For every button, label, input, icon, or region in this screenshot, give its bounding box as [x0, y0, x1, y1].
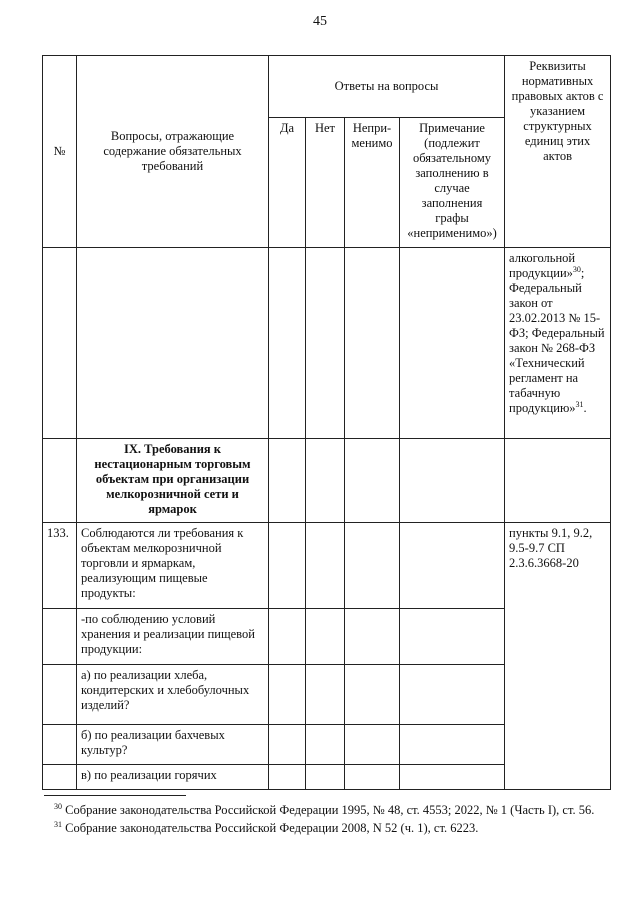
header-requisites: Реквизиты нормативных правовых актов с указанием структурных единиц этих актов [505, 56, 611, 248]
header-no: Нет [306, 118, 345, 248]
row-requisites: пункты 9.1, 9.2, 9.5-9.7 СП 2.3.6.3668-20 [505, 523, 611, 790]
requisites-cell: алкогольной продукции»$^{30}$; Федеральный закон от 23.02.2013 № 15-ФЗ; Федеральный закон № 268-ФЗ «Технический регламент на табачную продукцию»$^{31}$. [505, 248, 611, 439]
header-not-applicable: Непри-менимо [345, 118, 400, 248]
subrow-question: а) по реализации хлеба, кондитерских и хлебобулочных изделий? [77, 665, 269, 725]
footnote-divider [44, 795, 186, 796]
subrow-question: в) по реализации горячих [77, 765, 269, 790]
footnote: $^{31}$ Собрание законодательства Российской Федерации 2008, N 52 (ч. 1), ст. 6223. [54, 819, 479, 835]
header-questions: Вопросы, отражающие содержание обязательных требований [77, 56, 269, 248]
footnotes [44, 802, 610, 838]
section-title: IX. Требования к нестационарным торговым объектам при организации мелкорозничной сети и ярмарок [77, 439, 269, 523]
checklist-table [42, 55, 611, 790]
subrow-question: б) по реализации бахчевых культур? [77, 725, 269, 765]
footnote: $^{30}$ Собрание законодательства Российской Федерации 1995, № 48, ст. 4553; 2022, № 1 (Часть I), ст. 56. [54, 801, 595, 817]
section-row [43, 439, 611, 523]
header-num: № [43, 56, 77, 248]
header-note: Примечание (подлежит обязательному заполнению в случае заполнения графы «неприменимо») [400, 118, 505, 248]
header-answers: Ответы на вопросы [269, 56, 505, 118]
row-number: 133. [43, 523, 77, 609]
table-row [43, 523, 611, 609]
page-number: 45 [313, 14, 327, 29]
table-row [43, 248, 611, 439]
header-yes: Да [269, 118, 306, 248]
row-question: Соблюдаются ли требования к объектам мелкорозничной торговли и ярмаркам, реализующим пищевые продукты: [77, 523, 269, 609]
subrow-question: -по соблюдению условий хранения и реализации пищевой продукции: [77, 609, 269, 665]
